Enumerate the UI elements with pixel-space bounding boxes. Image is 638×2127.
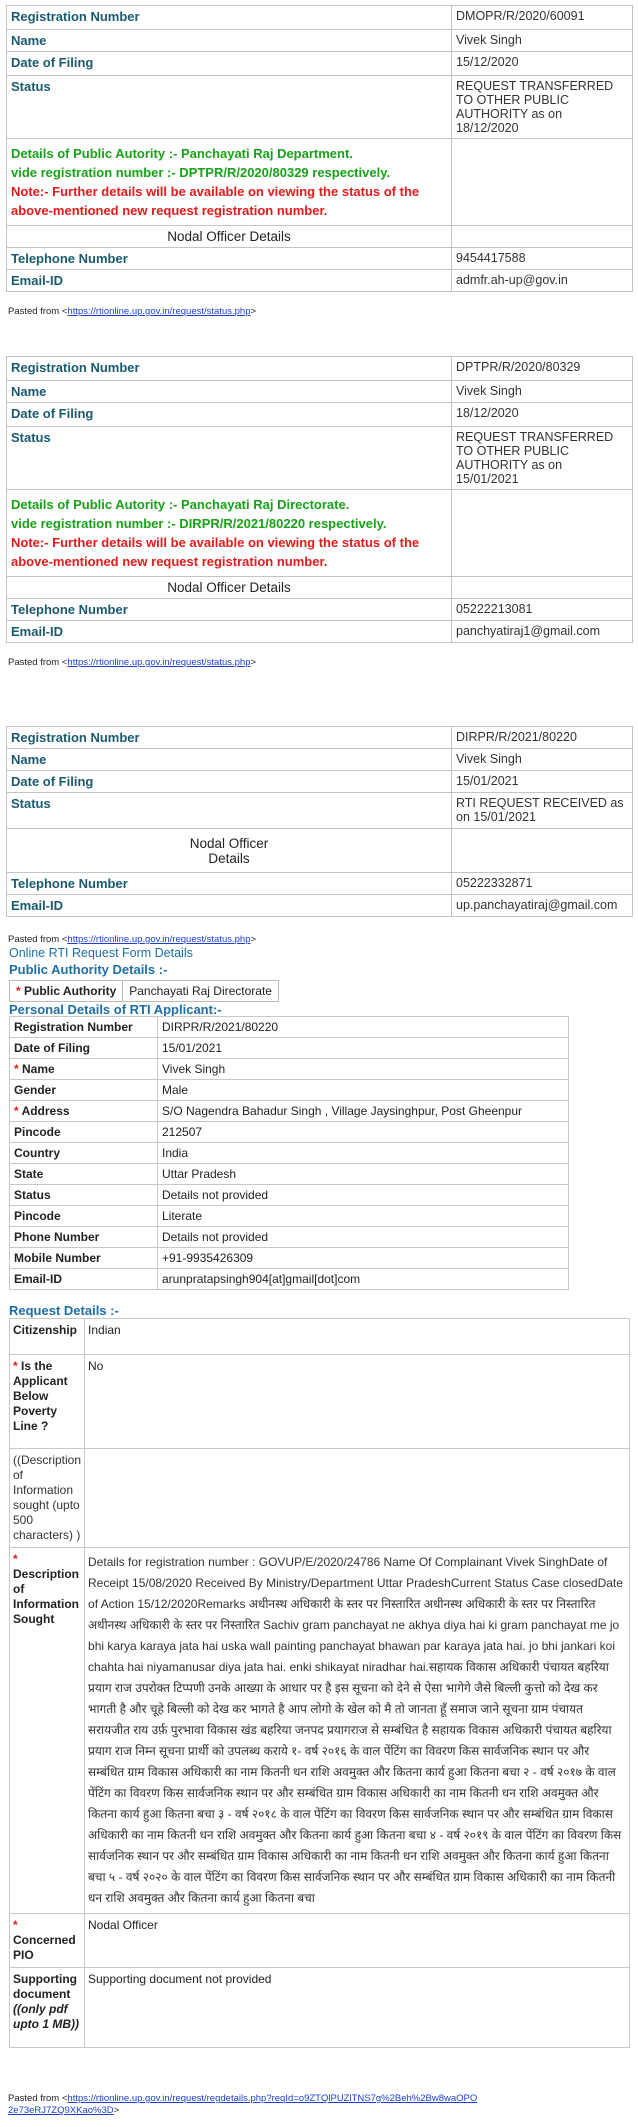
required-star: *	[13, 1359, 18, 1373]
personal-row	[10, 1164, 569, 1185]
status-value: REQUEST TRANSFERRED TO OTHER PUBLIC AUTHORITY as on 18/12/2020	[452, 76, 633, 139]
personal-row	[10, 1080, 569, 1101]
description-label	[10, 1548, 85, 1914]
status-table-2	[6, 356, 633, 643]
personal-row-label	[10, 1080, 158, 1101]
date-value: 15/01/2021	[452, 771, 633, 793]
authority-details	[7, 139, 452, 226]
pasted-suffix: >	[250, 306, 257, 317]
citizenship-label: Citizenship	[10, 1319, 85, 1355]
form-title: Online RTI Request Form Details	[9, 946, 193, 960]
personal-row-label	[10, 1185, 158, 1206]
description-label-text: Description of Information Sought	[13, 1567, 80, 1626]
personal-row-label-text: Mobile Number	[14, 1251, 101, 1265]
document-note: ((only pdf upto 1 MB))	[13, 2002, 79, 2031]
personal-row-label	[10, 1101, 158, 1122]
personal-row-label	[10, 1227, 158, 1248]
registration-number-label: Registration Number	[7, 727, 452, 749]
date-value: 15/12/2020	[452, 52, 633, 76]
pasted-from-1	[8, 306, 256, 317]
personal-row-value: India	[158, 1143, 569, 1164]
personal-row	[10, 1038, 569, 1059]
email-value: panchyatiraj1@gmail.com	[452, 621, 633, 643]
email-value: admfr.ah-up@gov.in	[452, 270, 633, 292]
personal-row-label-text: State	[14, 1167, 44, 1181]
personal-row-label-text: Date of Filing	[14, 1041, 90, 1055]
document-label	[10, 1968, 85, 2048]
nodal-officer-heading: Nodal Officer Details	[7, 577, 452, 599]
registration-number-label: Registration Number	[7, 357, 452, 381]
pasted-suffix: >	[250, 934, 257, 945]
personal-row-value: Details not provided	[158, 1227, 569, 1248]
pasted-prefix: Pasted from <	[8, 657, 68, 668]
required-star: *	[14, 1062, 19, 1076]
personal-row-label	[10, 1164, 158, 1185]
personal-row-label-text: Registration Number	[14, 1020, 133, 1034]
registration-number-value: DIRPR/R/2021/80220	[452, 727, 633, 749]
personal-row-label	[10, 1206, 158, 1227]
email-label: Email-ID	[7, 270, 452, 292]
personal-row-value: 15/01/2021	[158, 1038, 569, 1059]
pasted-suffix: >	[250, 657, 257, 668]
bpl-label-text: Is the Applicant Below Poverty Line ?	[13, 1359, 68, 1433]
pasted-prefix: Pasted from <	[8, 2093, 68, 2104]
personal-row-label	[10, 1269, 158, 1290]
status-value: REQUEST TRANSFERRED TO OTHER PUBLIC AUTHORITY as on 15/01/2021	[452, 427, 633, 490]
note-line: Note:- Further details will be available on viewing the status of the above-mentioned new request registration number.	[11, 184, 420, 218]
personal-row	[10, 1227, 569, 1248]
nodal-officer-text: Nodal Officer Details	[189, 835, 269, 866]
bpl-label	[10, 1355, 85, 1449]
personal-row-label	[10, 1143, 158, 1164]
status-label: Status	[7, 427, 452, 490]
request-details-table	[9, 1318, 630, 2048]
status-label: Status	[7, 793, 452, 829]
personal-row-label	[10, 1017, 158, 1038]
personal-row-label-text: Country	[14, 1146, 60, 1160]
pasted-prefix: Pasted from <	[8, 934, 68, 945]
personal-row-value: S/O Nagendra Bahadur Singh , Village Jaysinghpur, Post Gheenpur	[158, 1101, 569, 1122]
name-value: Vivek Singh	[452, 381, 633, 403]
request-details-heading: Request Details :-	[9, 1303, 119, 1318]
personal-row	[10, 1017, 569, 1038]
pasted-suffix: >	[113, 2105, 120, 2116]
public-authority-box	[9, 980, 279, 1002]
authority-line: Details of Public Autority :- Panchayati Raj Directorate.	[11, 497, 350, 512]
date-label: Date of Filing	[7, 52, 452, 76]
personal-row-label	[10, 1248, 158, 1269]
status-table-1	[6, 5, 633, 292]
personal-row-value: Vivek Singh	[158, 1059, 569, 1080]
date-label: Date of Filing	[7, 771, 452, 793]
personal-row-label-text: Pincode	[14, 1125, 61, 1139]
personal-row-label	[10, 1122, 158, 1143]
name-label: Name	[7, 749, 452, 771]
required-star: *	[13, 1918, 18, 1932]
personal-row-value: DIRPR/R/2021/80220	[158, 1017, 569, 1038]
personal-row	[10, 1269, 569, 1290]
vide-line: vide registration number :- DPTPR/R/2020/80329 respectively.	[11, 165, 391, 180]
personal-row-label-text: Gender	[14, 1083, 57, 1097]
personal-row	[10, 1248, 569, 1269]
personal-row-value: 212507	[158, 1122, 569, 1143]
public-authority-label-text: Public Authority	[24, 984, 117, 998]
personal-row-value: +91-9935426309	[158, 1248, 569, 1269]
personal-row-label-text: Name	[22, 1062, 55, 1076]
pio-label	[10, 1914, 85, 1968]
nodal-officer-heading: Nodal Officer Details	[7, 226, 452, 248]
personal-row	[10, 1185, 569, 1206]
telephone-label: Telephone Number	[7, 248, 452, 270]
authority-details	[7, 490, 452, 577]
name-label: Name	[7, 381, 452, 403]
email-label: Email-ID	[7, 621, 452, 643]
personal-row-value: Literate	[158, 1206, 569, 1227]
personal-row-value: Uttar Pradesh	[158, 1164, 569, 1185]
telephone-value: 05222213081	[452, 599, 633, 621]
document-label-text: Supporting document	[13, 1972, 77, 2001]
personal-row-value: arunpratapsingh904[at]gmail[dot]com	[158, 1269, 569, 1290]
nodal-officer-heading	[7, 829, 452, 873]
registration-number-label: Registration Number	[7, 6, 452, 30]
pasted-from-2	[8, 657, 256, 668]
personal-row-label	[10, 1059, 158, 1080]
required-star: *	[13, 1552, 18, 1566]
public-authority-label	[10, 981, 123, 1002]
pasted-from-4	[8, 2093, 478, 2117]
vide-line: vide registration number :- DIRPR/R/2021/80220 respectively.	[11, 516, 387, 531]
email-value: up.panchayatiraj@gmail.com	[452, 895, 633, 917]
regdetails-link[interactable]: https://rtionline.up.gov.in/request/regdetails.php?reqId=o9ZTQlPUZlTNS7g%2Beh%2Bw8waOPO2e73eRJ7ZQ9XKao%3D	[8, 2093, 478, 2116]
bpl-value: No	[85, 1355, 630, 1449]
personal-row-label-text: Phone Number	[14, 1230, 100, 1244]
personal-row-value: Male	[158, 1080, 569, 1101]
required-star: *	[16, 984, 21, 998]
status-link[interactable]: https://rtionline.up.gov.in/request/status.php	[67, 934, 251, 945]
document-value: Supporting document not provided	[85, 1968, 630, 2048]
personal-row-label-text: Status	[14, 1188, 51, 1202]
email-label: Email-ID	[7, 895, 452, 917]
personal-row	[10, 1059, 569, 1080]
personal-row-label-text: Address	[21, 1104, 70, 1118]
personal-details-heading: Personal Details of RTI Applicant:-	[9, 1002, 222, 1017]
name-value: Vivek Singh	[452, 30, 633, 52]
personal-row-label-text: Pincode	[14, 1209, 61, 1223]
telephone-label: Telephone Number	[7, 873, 452, 895]
name-label: Name	[7, 30, 452, 52]
personal-row-value: Details not provided	[158, 1185, 569, 1206]
status-link[interactable]: https://rtionline.up.gov.in/request/status.php	[67, 657, 251, 668]
required-star: *	[14, 1104, 19, 1118]
status-table-3	[6, 726, 633, 917]
personal-details-table	[9, 1016, 569, 1290]
telephone-value: 9454417588	[452, 248, 633, 270]
registration-number-value: DPTPR/R/2020/80329	[452, 357, 633, 381]
public-authority-value: Panchayati Raj Directorate	[123, 981, 279, 1002]
status-link[interactable]: https://rtionline.up.gov.in/request/status.php	[67, 306, 251, 317]
telephone-label: Telephone Number	[7, 599, 452, 621]
date-label: Date of Filing	[7, 403, 452, 427]
personal-row	[10, 1206, 569, 1227]
status-label: Status	[7, 76, 452, 139]
status-value: RTI REQUEST RECEIVED as on 15/01/2021	[452, 793, 633, 829]
citizenship-value: Indian	[85, 1319, 630, 1355]
pio-value: Nodal Officer	[85, 1914, 630, 1968]
telephone-value: 05222332871	[452, 873, 633, 895]
pasted-prefix: Pasted from <	[8, 306, 68, 317]
description-value: Details for registration number : GOVUP/E/2020/24786 Name Of Complainant Vivek SinghDate of Receipt 15/08/2020 Received By Ministry/Department Uttar PradeshCurrent Status Case closedDate of Action 15/12/2020Remarks अधीनस्थ अधिकारी के स्तर पर निस्तारित अधीनस्थ अधिकारी के स्तर पर निस्तारित अधीनस्थ अधिकारी के स्तर पर निस्तारित Sachiv gram panchayat ne akhya diya hai ki gram panchayat me jo bhi karya karaya jata hai uska wall painting panchayat bhawan par karaya jata hai. jo bhi jankari koi chahta hai niyamanusar diya jata hai. enki shikayat niradhar hai.सहायक विकास अधिकारी पंचायत बहरिया प्रयाग राज उपरोक्त टिप्पणी उनके आख्या के आधार पर है इस सूचना को देने से ऐसा भागेगे जैसे बिल्ली कुत्तो को देख कर भागती है और चूहे बिल्ली को देख कर भागते है आप लोगो के खेल को मै तो जानता हूँ समाज जाने सूचना ग्राम पंचायत सरायजीत राय उर्फ़ पुरभावा विकास खंड बहरिया जनपद प्रयागराज से सम्बंधित है सहायक विकास अधिकारी पंचायत बहरिया प्रयाग राज निम्न सूचना प्रार्थी को उपलब्ध कराये १- वर्ष २०१६ के वाल पेंटिंग का विवरण किस सार्वजनिक स्थान पर और सम्बंधित ग्राम विकास अधिकारी का नाम कितनी धन राशि अवमुक्त और कितना कार्य हुआ कितना बचा २ - वर्ष २०१७ के वाल पेंटिंग का विवरण किस सार्वजनिक स्थान पर और सम्बंधित ग्राम विकास अधिकारी का नाम कितनी धन राशि अवमुक्त और कितना कार्य हुआ कितना बचा ३ - वर्ष २०१८ के वाल पेंटिंग का विवरण किस सार्वजनिक स्थान पर और सम्बंधित ग्राम विकास अधिकारी का नाम कितनी धन राशि अवमुक्त और कितना कार्य हुआ कितना बचा ४ - वर्ष २०१९ के वाल पेंटिंग का विवरण किस सार्वजनिक स्थान पर और सम्बंधित ग्राम विकास अधिकारी का नाम कितनी धन राशि अवमुक्त और कितना कार्य हुआ कितना बचा ५ - वर्ष २०२० के वाल पेंटिंग का विवरण किस सार्वजनिक स्थान पर और सम्बंधित ग्राम विकास अधिकारी का नाम कितनी धन राशि अवमुक्त और कितना कार्य हुआ कितना बचा	[85, 1548, 630, 1914]
personal-row	[10, 1101, 569, 1122]
personal-row	[10, 1122, 569, 1143]
registration-number-value: DMOPR/R/2020/60091	[452, 6, 633, 30]
personal-row	[10, 1143, 569, 1164]
personal-row-label	[10, 1038, 158, 1059]
note-line: Note:- Further details will be available on viewing the status of the above-mentioned new request registration number.	[11, 535, 420, 569]
personal-row-label-text: Email-ID	[14, 1272, 63, 1286]
public-authority-heading: Public Authority Details :-	[9, 962, 168, 977]
date-value: 18/12/2020	[452, 403, 633, 427]
pio-label-text: Concerned PIO	[13, 1933, 76, 1962]
pasted-from-3	[8, 934, 256, 945]
name-value: Vivek Singh	[452, 749, 633, 771]
description-hint: ((Description of Information sought (upto 500 characters) )	[10, 1449, 85, 1548]
authority-line: Details of Public Autority :- Panchayati Raj Department.	[11, 146, 353, 161]
